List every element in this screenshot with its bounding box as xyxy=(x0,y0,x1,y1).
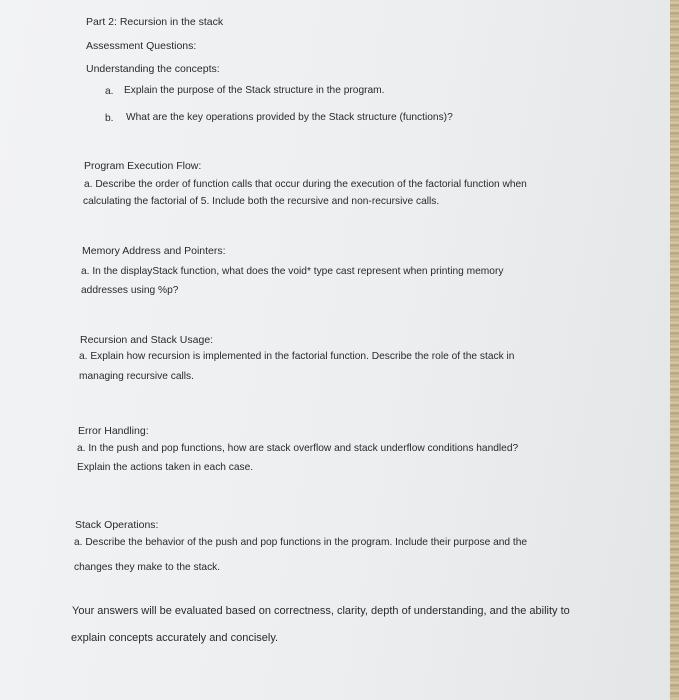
question-memory-line2: addresses using %p? xyxy=(81,285,179,296)
question-error-line1: a. In the push and pop functions, how are stack overflow and stack underflow conditions handled? xyxy=(77,443,519,454)
assessment-heading: Assessment Questions: xyxy=(86,40,197,52)
part-title: Part 2: Recursion in the stack xyxy=(86,16,224,28)
section-heading-execution-flow: Program Execution Flow: xyxy=(84,160,202,172)
question-understanding-a: Explain the purpose of the Stack structure in the program. xyxy=(124,85,385,96)
question-execution-line2: calculating the factorial of 5. Include both the recursive and non-recursive calls. xyxy=(83,196,440,207)
question-recursion-line2: managing recursive calls. xyxy=(79,371,194,382)
question-execution-line1: a. Describe the order of function calls that occur during the execution of the factorial function when xyxy=(84,179,527,190)
question-marker-b: b. xyxy=(105,113,114,124)
section-heading-stack-operations: Stack Operations: xyxy=(75,519,159,531)
section-heading-memory: Memory Address and Pointers: xyxy=(82,245,226,257)
question-stack-ops-line2: changes they make to the stack. xyxy=(74,562,221,573)
question-error-line2: Explain the actions taken in each case. xyxy=(77,462,254,473)
section-heading-recursion-usage: Recursion and Stack Usage: xyxy=(80,334,214,346)
question-marker-a: a. xyxy=(105,86,114,97)
evaluation-line1: Your answers will be evaluated based on correctness, clarity, depth of understanding, and the ability to xyxy=(72,605,570,617)
evaluation-line2: explain concepts accurately and concisely. xyxy=(71,632,279,644)
question-stack-ops-line1: a. Describe the behavior of the push and pop functions in the program. Include their purpose and the xyxy=(74,537,528,548)
section-heading-understanding: Understanding the concepts: xyxy=(86,63,220,75)
page-edge-decoration xyxy=(670,0,679,700)
question-memory-line1: a. In the displayStack function, what does the void* type cast represent when printing memory xyxy=(81,266,504,277)
question-understanding-b: What are the key operations provided by the Stack structure (functions)? xyxy=(126,112,453,123)
section-heading-error-handling: Error Handling: xyxy=(78,425,149,437)
question-recursion-line1: a. Explain how recursion is implemented in the factorial function. Describe the role of the stack in xyxy=(79,351,515,362)
